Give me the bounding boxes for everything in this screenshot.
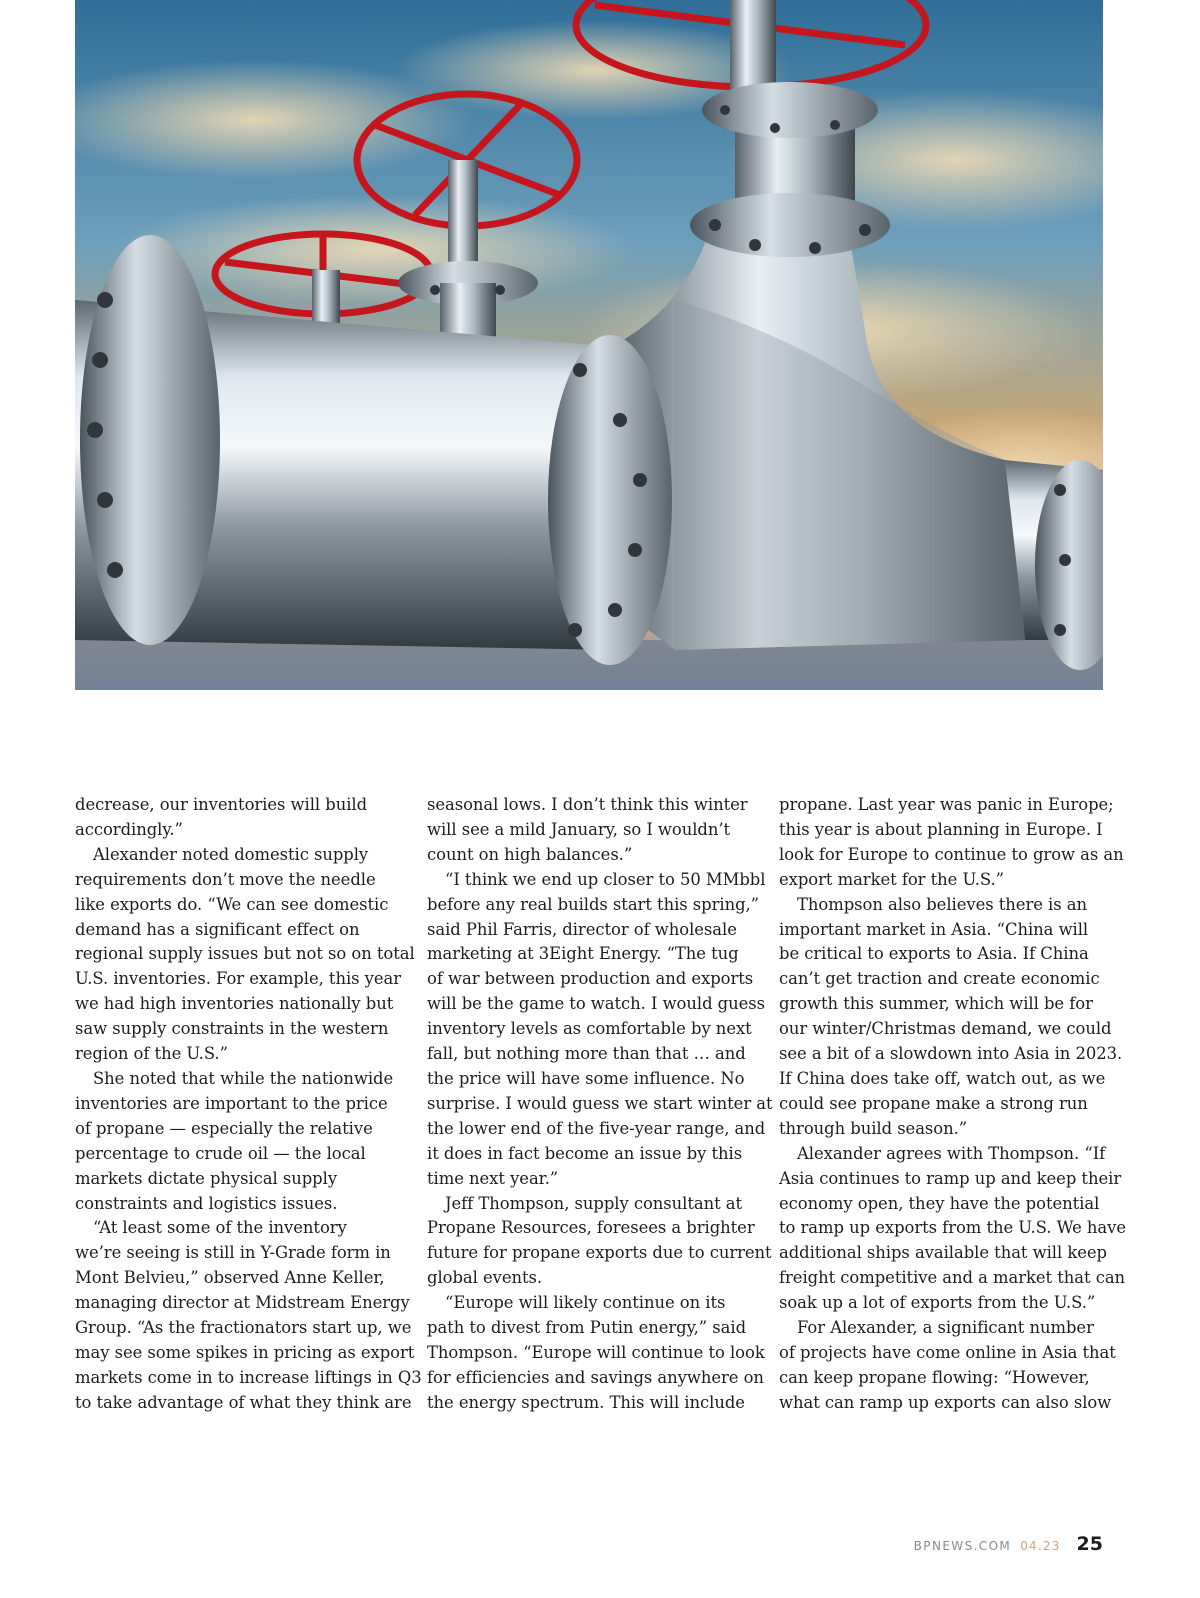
text-line: we had high inventories nationally but: [75, 994, 394, 1014]
text-line: will be the game to watch. I would guess: [427, 994, 766, 1014]
text-line: saw supply constraints in the western: [75, 1019, 389, 1039]
text-line: can keep propane flowing: “However,: [779, 1367, 1090, 1387]
footer-issue-date: 04.23: [1020, 1539, 1061, 1553]
text-line: soak up a lot of exports from the U.S.”: [779, 1293, 1096, 1313]
text-line: fall, but nothing more than that … and: [427, 1044, 746, 1064]
text-line: time next year.”: [427, 1168, 559, 1188]
text-line: “I think we end up closer to 50 MMbbl: [445, 869, 766, 889]
text-line: inventories are important to the price: [75, 1093, 388, 1113]
text-line: Asia continues to ramp up and keep their: [779, 1168, 1122, 1188]
article-column-2: [427, 793, 773, 1416]
text-line: before any real builds start this spring,”: [427, 894, 760, 914]
text-line: Mont Belvieu,” observed Anne Keller,: [75, 1268, 385, 1288]
text-line: global events.: [427, 1268, 543, 1288]
text-line: requirements don’t move the needle: [75, 869, 376, 889]
text-line: She noted that while the nationwide: [93, 1068, 394, 1088]
text-line: If China does take off, watch out, as we: [779, 1068, 1106, 1088]
text-line: additional ships available that will keep: [779, 1243, 1107, 1263]
text-line: markets dictate physical supply: [75, 1168, 338, 1188]
text-line: Propane Resources, foresees a brighter: [427, 1218, 755, 1238]
text-line: for efficiencies and savings anywhere on: [427, 1367, 764, 1387]
text-line: could see propane make a strong run: [779, 1093, 1088, 1113]
text-line: this year is about planning in Europe. I: [779, 819, 1103, 839]
text-line: Thompson. “Europe will continue to look: [427, 1342, 765, 1362]
text-line: surprise. I would guess we start winter at: [427, 1093, 773, 1113]
article-column-1: [75, 793, 422, 1416]
text-line: path to divest from Putin energy,” said: [427, 1318, 747, 1338]
text-line: said Phil Farris, director of wholesale: [427, 919, 737, 939]
text-line: managing director at Midstream Energy: [75, 1293, 410, 1313]
text-line: count on high balances.”: [427, 844, 633, 864]
text-line: we’re seeing is still in Y-Grade form in: [75, 1243, 391, 1263]
text-line: to take advantage of what they think are: [75, 1392, 412, 1412]
text-line: inventory levels as comfortable by next: [427, 1019, 752, 1039]
text-line: growth this summer, which will be for: [779, 994, 1093, 1014]
text-line: will see a mild January, so I wouldn’t: [427, 819, 731, 839]
text-line: our winter/Christmas demand, we could: [779, 1019, 1112, 1039]
text-line: “Europe will likely continue on its: [445, 1293, 726, 1313]
text-line: propane. Last year was panic in Europe;: [779, 795, 1114, 814]
text-line: For Alexander, a significant number: [797, 1318, 1094, 1338]
text-line: constraints and logistics issues.: [75, 1193, 338, 1213]
text-line: important market in Asia. “China will: [779, 919, 1089, 939]
text-line: freight competitive and a market that can: [779, 1268, 1126, 1288]
text-line: marketing at 3Eight Energy. “The tug: [427, 944, 739, 964]
text-line: Thompson also believes there is an: [797, 894, 1087, 914]
text-line: of projects have come online in Asia that: [779, 1342, 1116, 1362]
page-footer: [914, 1533, 1103, 1555]
footer-site-url: BPNEWS.COM: [913, 1539, 1012, 1553]
text-line: future for propane exports due to current: [427, 1243, 772, 1263]
page-number: 25: [1076, 1533, 1103, 1555]
text-line: the price will have some influence. No: [427, 1068, 745, 1088]
text-line: markets come in to increase liftings in Q3: [75, 1367, 422, 1387]
hero-photo: [75, 0, 1103, 690]
text-line: may see some spikes in pricing as export: [75, 1342, 415, 1362]
text-line: what can ramp up exports can also slow: [779, 1392, 1112, 1412]
text-line: the energy spectrum. This will include: [427, 1392, 745, 1412]
text-line: Alexander noted domestic supply: [93, 844, 369, 864]
text-line: region of the U.S.”: [75, 1044, 228, 1064]
text-line: through build season.”: [779, 1118, 968, 1138]
text-line: “At least some of the inventory: [93, 1218, 347, 1238]
text-line: to ramp up exports from the U.S. We have: [779, 1218, 1126, 1238]
text-line: percentage to crude oil — the local: [75, 1143, 366, 1163]
text-line: the lower end of the five-year range, and: [427, 1118, 766, 1138]
text-line: like exports do. “We can see domestic: [75, 894, 389, 914]
text-line: U.S. inventories. For example, this year: [75, 969, 402, 989]
text-line: seasonal lows. I don’t think this winter: [427, 795, 748, 814]
text-line: Jeff Thompson, supply consultant at: [445, 1193, 743, 1213]
text-line: demand has a significant effect on: [75, 919, 360, 939]
text-line: see a bit of a slowdown into Asia in 2023.: [779, 1044, 1123, 1064]
text-line: accordingly.”: [75, 819, 183, 839]
text-line: regional supply issues but not so on total: [75, 944, 415, 964]
text-line: export market for the U.S.”: [779, 869, 1004, 889]
text-line: can’t get traction and create economic: [779, 969, 1100, 989]
pipeline-illustration: [75, 0, 1103, 690]
text-line: of war between production and exports: [427, 969, 754, 989]
text-line: Group. “As the fractionators start up, we: [75, 1318, 412, 1338]
text-line: economy open, they have the potential: [779, 1193, 1100, 1213]
text-line: decrease, our inventories will build: [75, 795, 368, 814]
text-line: Alexander agrees with Thompson. “If: [797, 1143, 1106, 1163]
text-line: be critical to exports to Asia. If China: [779, 944, 1089, 964]
text-line: of propane — especially the relative: [75, 1118, 373, 1138]
text-line: look for Europe to continue to grow as an: [779, 844, 1124, 864]
text-line: it does in fact become an issue by this: [427, 1143, 743, 1163]
article-column-3: [779, 793, 1126, 1416]
